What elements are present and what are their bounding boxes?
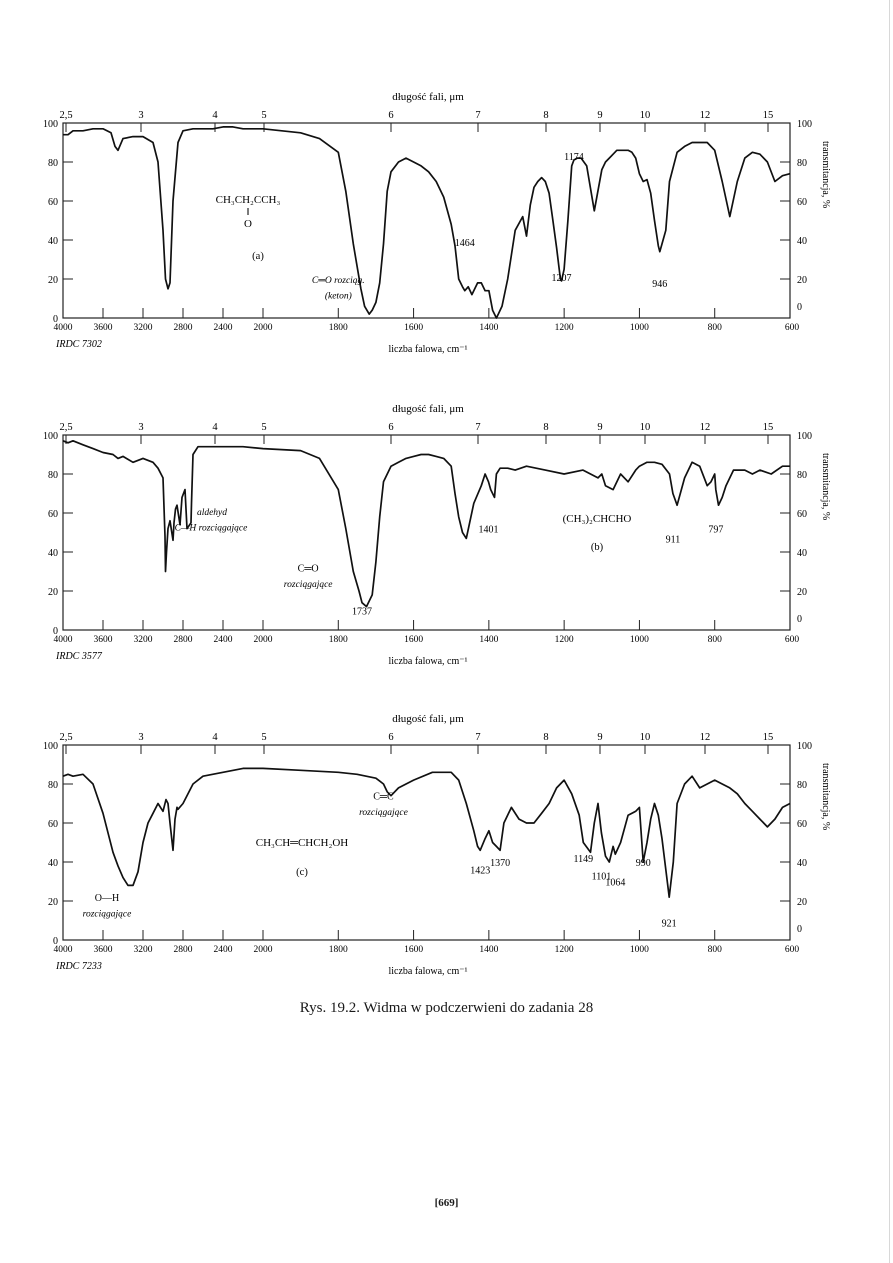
wavelength-tick-label: 7 (475, 422, 481, 433)
wavelength-tick-label: 15 (762, 422, 774, 433)
peak-annotation: 1149 (573, 854, 594, 865)
wavelength-tick-label: 7 (475, 732, 481, 743)
peak-annotation: 1423 (470, 865, 491, 877)
peak-annotation: aldehyd (196, 507, 228, 518)
y-tick-label-right: 80 (797, 158, 807, 169)
y-tick-label-right: 100 (797, 741, 812, 752)
y-tick-label-left: 80 (48, 158, 58, 169)
peak-annotation: 1064 (605, 877, 626, 889)
wavenumber-axis-title: liczba falowa, cm⁻¹ (388, 344, 468, 355)
wavelength-tick-label: 3 (138, 732, 144, 743)
wavenumber-tick-label: 1800 (328, 635, 348, 645)
y-tick-label-right: 100 (797, 119, 812, 130)
wavenumber-tick-label: 1400 (479, 635, 499, 645)
catalog-number: IRDC 7302 (56, 339, 102, 350)
y-tick-label-left: 80 (48, 470, 58, 481)
wavenumber-tick-label: 2400 (213, 323, 233, 333)
wavelength-tick-label: 7 (475, 110, 481, 121)
wavenumber-tick-label: 1200 (554, 635, 574, 645)
y-tick-label-left: 80 (48, 780, 58, 791)
y-tick-label-right: 40 (797, 858, 807, 869)
y-tick-label-right: 60 (797, 509, 807, 520)
wavelength-tick-label: 10 (639, 422, 651, 433)
page-number: [669] (434, 1197, 459, 1209)
spectrum-chart-b (0, 392, 893, 682)
peak-annotation: 921 (661, 918, 677, 930)
wavelength-tick-label: 2,5 (59, 732, 73, 743)
y-tick-label-left: 100 (43, 431, 58, 442)
spectrum-panel-c (0, 702, 893, 992)
wavenumber-tick-label: 3200 (133, 945, 153, 955)
wavenumber-tick-label: 1800 (328, 323, 348, 333)
peak-annotation: 1207 (551, 272, 572, 284)
wavelength-tick-label: 5 (261, 110, 267, 121)
wavelength-tick-label: 6 (388, 110, 394, 121)
wavenumber-tick-label: 4000 (53, 945, 73, 955)
y-tick-label-left: 40 (48, 548, 58, 559)
peak-annotation: rozciągające (82, 909, 132, 920)
wavelength-tick-label: 4 (212, 732, 218, 743)
peak-annotation: C═O (297, 563, 319, 575)
peak-annotation: rozciągające (283, 580, 333, 591)
spectrum-chart-c (0, 702, 893, 992)
wavelength-tick-label: 9 (597, 732, 603, 743)
wavelength-tick-label: 6 (388, 422, 394, 433)
page-edge (889, 0, 890, 1263)
peak-annotation: 990 (635, 857, 651, 869)
wavenumber-tick-label: 600 (784, 945, 800, 955)
wavenumber-tick-label: 1600 (404, 635, 424, 645)
wavelength-tick-label: 8 (543, 732, 549, 743)
y-tick-label-left: 0 (53, 936, 58, 947)
y-tick-label-left: 100 (43, 741, 58, 752)
y-tick-label-right: 0 (797, 614, 802, 625)
wavelength-tick-label: 3 (138, 110, 144, 121)
peak-annotation: 1401 (478, 524, 499, 536)
peak-annotation: 1737 (352, 606, 373, 618)
wavelength-tick-label: 2,5 (59, 422, 73, 433)
wavenumber-tick-label: 2000 (253, 945, 273, 955)
y-tick-label-left: 0 (53, 626, 58, 637)
compound-formula: O (244, 218, 252, 230)
compound-formula: CH₃CH₂CCH₃ (215, 194, 281, 206)
wavenumber-axis-title: liczba falowa, cm⁻¹ (388, 656, 468, 667)
y-tick-label-left: 100 (43, 119, 58, 130)
transmittance-axis-title: transmitancja, % (820, 141, 831, 209)
wavenumber-tick-label: 3200 (133, 635, 153, 645)
y-tick-label-right: 20 (797, 897, 807, 908)
peak-annotation: 1174 (564, 152, 584, 164)
y-tick-label-left: 0 (53, 314, 58, 325)
wavelength-tick-label: 10 (639, 732, 651, 743)
wavelength-tick-label: 4 (212, 110, 218, 121)
wavelength-tick-label: 2,5 (59, 110, 73, 121)
catalog-number: IRDC 7233 (56, 961, 102, 972)
wavelength-tick-label: 15 (762, 732, 774, 743)
wavenumber-tick-label: 3600 (93, 323, 113, 333)
wavenumber-tick-label: 1800 (328, 945, 348, 955)
compound-formula: CH₃CH═CHCH₂OH (255, 837, 349, 849)
wavenumber-tick-label: 1000 (629, 945, 649, 955)
y-tick-label-right: 40 (797, 236, 807, 247)
wavelength-tick-label: 3 (138, 422, 144, 433)
wavenumber-axis-title: liczba falowa, cm⁻¹ (388, 966, 468, 977)
peak-annotation: 911 (665, 534, 681, 546)
spectrum-line (63, 768, 790, 897)
wavelength-tick-label: 5 (261, 422, 267, 433)
wavelength-tick-label: 12 (699, 422, 711, 433)
wavelength-tick-label: 5 (261, 732, 267, 743)
spectrum-chart-a (0, 80, 893, 370)
peak-annotation: 1101 (591, 871, 612, 883)
y-tick-label-right: 60 (797, 819, 807, 830)
peak-annotation: C═O rozciąg. (311, 275, 365, 286)
peak-annotation: 946 (652, 278, 668, 290)
wavenumber-tick-label: 2000 (253, 323, 273, 333)
wavenumber-tick-label: 1400 (479, 323, 499, 333)
wavenumber-tick-label: 1200 (554, 945, 574, 955)
y-tick-label-left: 60 (48, 509, 58, 520)
wavenumber-tick-label: 2400 (213, 945, 233, 955)
y-tick-label-right: 0 (797, 302, 802, 313)
transmittance-axis-title: transmitancja, % (820, 453, 831, 521)
wavenumber-tick-label: 800 (707, 635, 722, 645)
y-tick-label-left: 40 (48, 236, 58, 247)
panel-label: (a) (252, 251, 264, 262)
peak-annotation: O—H (94, 893, 120, 904)
wavenumber-tick-label: 800 (707, 945, 722, 955)
wavelength-tick-label: 12 (699, 110, 711, 121)
wavenumber-tick-label: 1000 (629, 635, 649, 645)
wavelength-tick-label: 10 (639, 110, 651, 121)
spectrum-panel-a (0, 80, 893, 370)
wavenumber-tick-label: 1600 (404, 945, 424, 955)
spectrum-line (63, 441, 790, 607)
wavenumber-tick-label: 800 (707, 323, 722, 333)
y-tick-label-right: 0 (797, 924, 802, 935)
wavenumber-tick-label: 1600 (404, 323, 424, 333)
y-tick-label-right: 20 (797, 275, 807, 286)
panel-label: (c) (296, 867, 308, 878)
y-tick-label-right: 80 (797, 780, 807, 791)
peak-annotation: 1464 (454, 237, 475, 249)
wavenumber-tick-label: 2800 (173, 945, 193, 955)
y-tick-label-left: 20 (48, 275, 58, 286)
peak-annotation: C—H rozciągające (174, 523, 248, 534)
figure-caption: Rys. 19.2. Widma w podczerwieni do zadania 28 (299, 1000, 594, 1016)
y-tick-label-right: 100 (797, 431, 812, 442)
wavenumber-tick-label: 4000 (53, 635, 73, 645)
wavenumber-tick-label: 600 (784, 635, 800, 645)
y-tick-label-left: 40 (48, 858, 58, 869)
wavelength-tick-label: 4 (212, 422, 218, 433)
y-tick-label-right: 40 (797, 548, 807, 559)
wavenumber-tick-label: 1200 (554, 323, 574, 333)
wavenumber-tick-label: 1000 (629, 323, 649, 333)
panel-label: (b) (590, 542, 604, 553)
catalog-number: IRDC 3577 (56, 651, 102, 662)
wavenumber-tick-label: 1400 (479, 945, 499, 955)
transmittance-axis-title: transmitancja, % (820, 763, 831, 831)
wavenumber-tick-label: 4000 (53, 323, 73, 333)
wavenumber-tick-label: 2800 (173, 323, 193, 333)
wavelength-tick-label: 12 (699, 732, 711, 743)
y-tick-label-left: 20 (48, 897, 58, 908)
wavelength-axis-title: długość fali, μm (392, 403, 464, 415)
wavelength-axis-title: długość fali, μm (392, 91, 464, 103)
peak-annotation: 797 (708, 524, 724, 536)
y-tick-label-right: 20 (797, 587, 807, 598)
wavelength-tick-label: 9 (597, 110, 603, 121)
wavelength-tick-label: 15 (762, 110, 774, 121)
wavenumber-tick-label: 3600 (93, 945, 113, 955)
peak-annotation: (keton) (324, 291, 352, 302)
peak-annotation: rozciągające (359, 808, 408, 819)
wavenumber-tick-label: 2400 (213, 635, 233, 645)
peak-annotation: 1370 (490, 857, 511, 869)
y-tick-label-left: 20 (48, 587, 58, 598)
y-tick-label-left: 60 (48, 197, 58, 208)
wavenumber-tick-label: 3200 (133, 323, 153, 333)
compound-formula: (CH₃)₂CHCHO (562, 513, 632, 525)
y-tick-label-left: 60 (48, 819, 58, 830)
wavelength-tick-label: 6 (388, 732, 394, 743)
spectrum-panel-b (0, 392, 893, 682)
wavelength-axis-title: długość fali, μm (392, 713, 464, 725)
wavelength-tick-label: 8 (543, 110, 549, 121)
wavelength-tick-label: 9 (597, 422, 603, 433)
wavenumber-tick-label: 2800 (173, 635, 193, 645)
wavelength-tick-label: 8 (543, 422, 549, 433)
y-tick-label-right: 80 (797, 470, 807, 481)
compound-formula: ‖ (246, 206, 250, 218)
wavenumber-tick-label: 600 (784, 323, 800, 333)
wavenumber-tick-label: 3600 (93, 635, 113, 645)
peak-annotation: C═C (373, 791, 394, 803)
spectrum-line (63, 127, 790, 318)
y-tick-label-right: 60 (797, 197, 807, 208)
wavenumber-tick-label: 2000 (253, 635, 273, 645)
